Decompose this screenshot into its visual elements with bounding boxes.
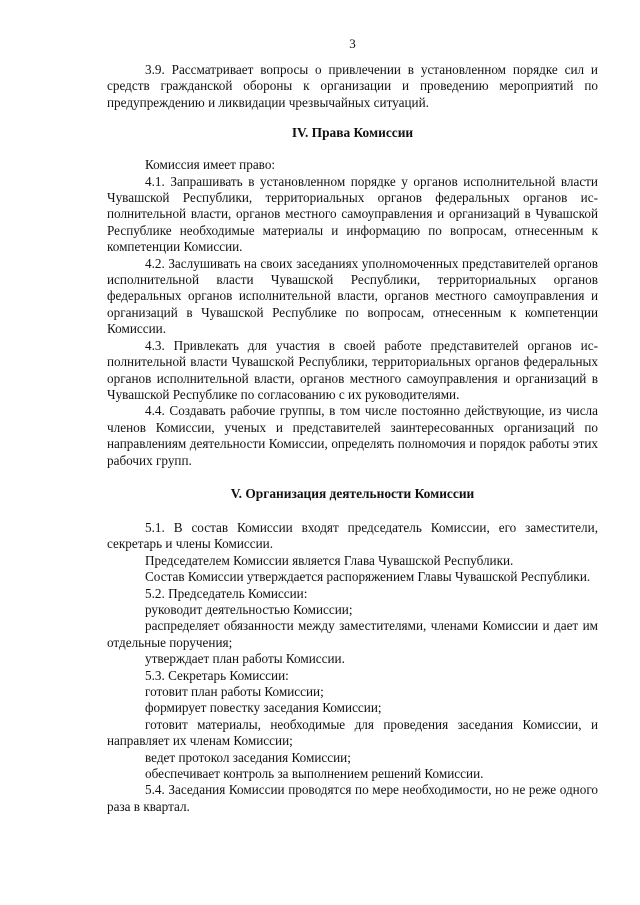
p-composition: Состав Комиссии утверждается распоряжением Главы Чувашской Республики.	[145, 569, 591, 585]
p-5-4: 5.4. Заседания Комиссии проводятся по мере необходимости, но не реже одного раза в квартал.	[107, 782, 598, 814]
p-5-2: 5.2. Председатель Комиссии:	[145, 585, 308, 601]
p-5-3: 5.3. Секретарь Комиссии:	[145, 667, 289, 683]
heading-section-5: V. Организация деятельности Комиссии	[230, 485, 475, 501]
p-5-3-a: готовит план работы Комиссии;	[145, 684, 324, 699]
page-number: 3	[349, 36, 356, 51]
document-body	[107, 62, 598, 815]
p-4-2: 4.2. Заслушивать на своих заседаниях уполномоченных представителей органов исполнительной власти Чувашской Республики, территориальных органов федеральных органов исполнительной власти, органов местного самоуправления и организаций в Чувашской Республике по вопросам, отнесенным к компетенции Комиссии.	[107, 255, 598, 337]
p-4-1: 4.1. Запрашивать в установленном порядке у органов исполнительной власти Чувашской Республики, территориальных органов федеральных органов исполнительной власти, органов местного самоуправления и организаций в Чувашской Республике необходимые материалы и информацию по вопросам, отнесенным к компетенции Комиссии.	[107, 173, 598, 255]
heading-section-4: IV. Права Комиссии	[291, 125, 414, 141]
p-5-3-c: готовит материалы, необходимые для проведения заседания Комиссии, и направляет их членам Комиссии;	[107, 716, 598, 749]
p-5-2-a: руководит деятельностью Комиссии;	[145, 601, 353, 617]
p-5-3-b: формирует повестку заседания Комиссии;	[145, 700, 382, 716]
p-chairman: Председателем Комиссии является Глава Чувашской Республики.	[145, 552, 514, 568]
p-3-9: 3.9. Рассматривает вопросы о привлечении в установленном порядке сил и средств гражданской обороны к организации и проведению мероприятий по предупреждению и ликвидации чрезвычайных ситуаций.	[107, 62, 598, 110]
p-4-3: 4.3. Привлекать для участия в своей работе представителей органов исполнительной власти Чувашской Республики, территориальных органов федеральных органов исполнительной власти, органов местного самоуправления и организаций в Чувашской Республике по согласованию с их руководителями.	[107, 337, 598, 402]
p-5-2-b: распределяет обязанности между заместителями, членами Комиссии и дает им отдельные поручения;	[107, 618, 598, 650]
p-4-4: 4.4. Создавать рабочие группы, в том числе постоянно действующие, из числа членов Комиссии, ученых и представителей заинтересованных организаций по направлениям деятельности Комиссии, определять полномочия и порядок работы этих рабочих групп.	[107, 403, 598, 468]
p-5-1: 5.1. В состав Комиссии входят председатель Комиссии, его заместители, секретарь и члены Комиссии.	[107, 519, 598, 552]
p-5-3-e: обеспечивает контроль за выполнением решений Комиссии.	[145, 766, 484, 782]
p-5-3-d: ведет протокол заседания Комиссии;	[145, 749, 351, 765]
p-5-2-c: утверждает план работы Комиссии.	[145, 651, 345, 667]
p-commission-rights: Комиссия имеет право:	[145, 157, 276, 173]
